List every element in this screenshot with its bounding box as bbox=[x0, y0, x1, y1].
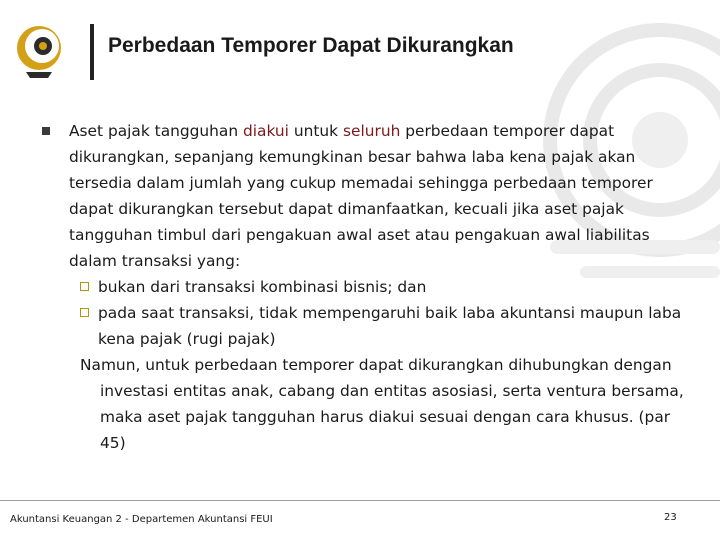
sub-item-text: pada saat transaksi, tidak mempengaruhi baik laba akuntansi maupun laba kena pajak (rugi pajak) bbox=[98, 304, 682, 348]
footer-divider bbox=[0, 500, 720, 501]
hollow-square-bullet-icon bbox=[80, 308, 89, 317]
title-divider bbox=[90, 24, 94, 80]
highlight-diakui: diakui bbox=[243, 122, 289, 140]
hollow-square-bullet-icon bbox=[80, 282, 89, 291]
slide-content bbox=[30, 118, 690, 456]
page-number: 23 bbox=[664, 512, 677, 523]
highlight-seluruh: seluruh bbox=[342, 122, 401, 140]
bullet-item bbox=[30, 118, 690, 274]
bullet-text-part: perbedaan temporer dapat dikurangkan, sepanjang kemungkinan besar bahwa laba kena pajak akan tersedia dalam jumlah yang cukup memadai sehingga perbedaan temporer dapat dikurangkan tersebut dapat dimanfaatkan, kecuali jika aset pajak tangguhan timbul dari pengakuan awal aset atau pengakuan awal liabilitas dalam transaksi yang: bbox=[69, 122, 653, 270]
sub-item bbox=[30, 300, 690, 352]
sub-item bbox=[30, 274, 690, 300]
footer-text: Akuntansi Keuangan 2 - Departemen Akuntansi FEUI bbox=[10, 514, 273, 525]
square-bullet-icon bbox=[42, 127, 50, 135]
university-logo bbox=[14, 22, 64, 82]
bullet-text bbox=[69, 118, 690, 274]
note-paragraph: Namun, untuk perbedaan temporer dapat dikurangkan dihubungkan dengan investasi entitas anak, cabang dan entitas asosiasi, serta ventura bersama, maka aset pajak tangguhan harus diakui sesuai dengan cara khusus. (par 45) bbox=[80, 356, 684, 452]
sub-item-text: bukan dari transaksi kombinasi bisnis; dan bbox=[98, 278, 427, 296]
slide-title: Perbedaan Temporer Dapat Dikurangkan bbox=[108, 34, 514, 57]
bullet-text-part: untuk bbox=[288, 122, 343, 140]
bullet-text-part: Aset pajak tangguhan bbox=[69, 122, 244, 140]
